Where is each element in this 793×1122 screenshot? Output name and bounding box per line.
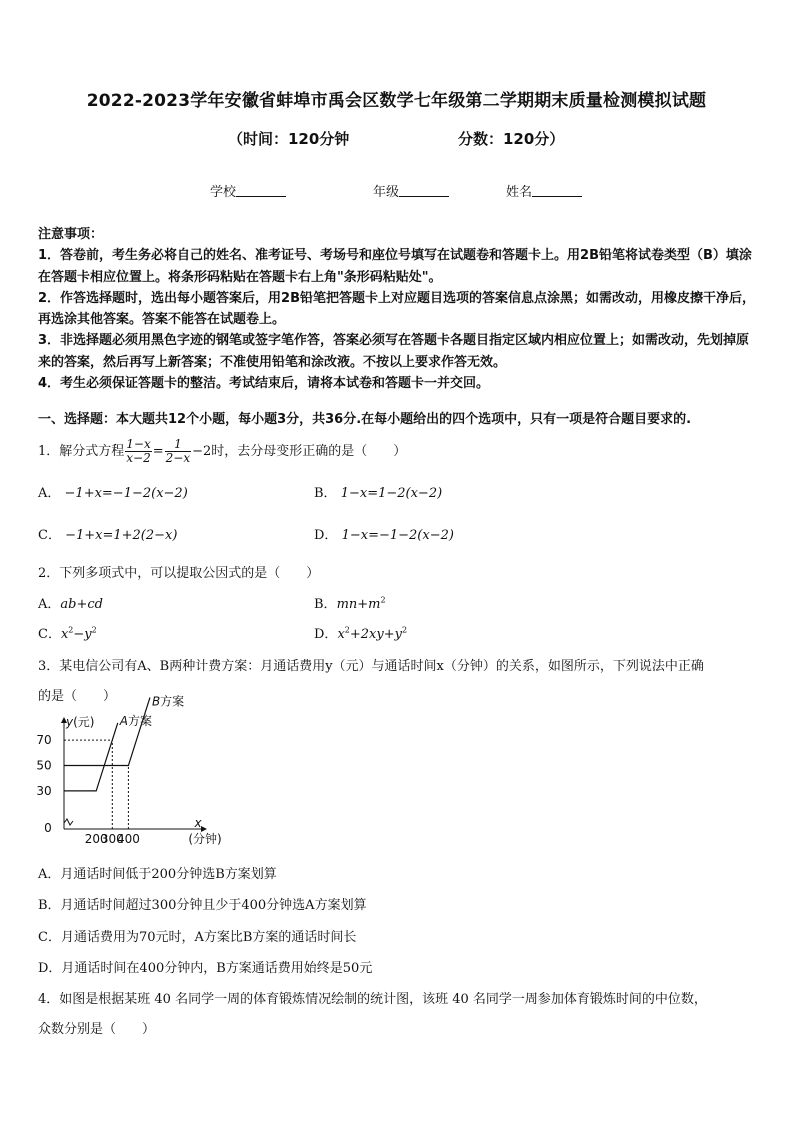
q2-option-d (314, 623, 407, 642)
option-expression: ab+cd (60, 597, 103, 612)
option-label: D． (314, 627, 338, 642)
q1-frac1-num: 1−x (126, 437, 151, 451)
x-tick-label: 400 (116, 832, 140, 846)
y-tick-label: 50 (36, 758, 52, 773)
q1-option-b (314, 482, 442, 501)
q3-option-b: B．月通话时间超过300分钟且少于400分钟选A方案划算 (38, 898, 367, 913)
x-axis-label: x (194, 816, 202, 830)
notes-heading: 注意事项： (38, 227, 104, 242)
q3-option-c: C．月通话费用为70元时，A方案比B方案的通话时间长 (38, 930, 357, 945)
q1-tail: −2时，去分母变形正确的是（ ） (192, 444, 407, 459)
exponent: 2 (91, 625, 97, 635)
option-expression: −y (73, 627, 92, 642)
exam-title: 2022-2023学年安徽省蚌埠市禹会区数学七年级第二学期期末质量检测模拟试题 (86, 91, 707, 111)
q1-equals: = (152, 444, 164, 459)
option-expression: −1+x=−1−2(x−2) (64, 486, 188, 501)
exam-notes (38, 224, 760, 394)
note-item: 4．考生必须保证答题卡的整洁。考试结束后，请将本试卷和答题卡一并交回。 (38, 376, 490, 392)
note-item: 1．答卷前，考生务必将自己的姓名、准考证号、考场号和座位号填写在试题卷和答题卡上。用2B铅笔将试卷类型（B）填涂在答题卡相应位置上。将条形码粘贴在答题卡右上角"条形码粘贴处"。 (38, 248, 752, 285)
question-3-stem-line-1: 3．某电信公司有A、B两种计费方案：月通话费用y（元）与通话时间x（分钟）的关系，如图所示，下列说法中正确 (38, 659, 704, 674)
axis-break (64, 819, 73, 825)
question-2-stem: 2．下列多项式中，可以提取公因式的是（ ） (38, 566, 320, 581)
option-expression: x (337, 627, 345, 642)
x-tick-label: 0 (44, 821, 52, 835)
q2-option-b (314, 593, 386, 612)
option-expression: 1−x=−1−2(x−2) (341, 528, 454, 543)
q1-frac2-den: 2−x (165, 451, 191, 465)
q1-option-c (38, 524, 177, 543)
option-label: C． (38, 528, 61, 543)
x-axis-unit: (分钟) (188, 832, 222, 846)
option-expression: +2xy+y (349, 627, 402, 642)
grade-label: 年级 (373, 185, 400, 200)
x-tick-label: 300 (100, 832, 124, 846)
question-3-stem-line-2: 的是（ ） (38, 689, 117, 704)
q1-option-a (38, 482, 188, 501)
question-4-stem-line-2: 众数分别是（ ） (38, 1022, 156, 1037)
exponent: 2 (380, 595, 386, 605)
school-field (210, 181, 286, 200)
question-1-stem (38, 438, 406, 465)
exponent: 2 (344, 625, 350, 635)
section-heading: 一、选择题：本大题共12个小题，每小题3分，共36分.在每小题给出的四个选项中，只有一项是符合题目要求的. (38, 412, 692, 427)
option-label: A． (38, 597, 61, 612)
option-expression: mn+m (336, 597, 381, 612)
name-blank (532, 184, 582, 197)
grade-blank (399, 184, 449, 197)
series-label: A方案 (119, 713, 152, 728)
option-expression: −1+x=1+2(2−x) (65, 528, 178, 543)
question-4-stem-line-1: 4．如图是根据某班 40 名同学一周的体育锻炼情况绘制的统计图，该班 40 名同学一周参加体育锻炼时间的中位数， (38, 992, 707, 1007)
time-label: （时间：120分钟 (228, 130, 350, 148)
x-tick-label: 200 (84, 832, 108, 846)
q1-fraction-left (125, 438, 151, 465)
series-line-extension (145, 698, 150, 715)
q1-frac2-num: 1 (165, 438, 191, 452)
q1-prefix: 1．解分式方程 (38, 444, 125, 459)
score-label: 分数：120分） (458, 130, 565, 148)
q1-fraction-right (165, 438, 191, 465)
school-label: 学校 (210, 185, 237, 200)
note-item: 3．非选择题必须用黑色字迹的钢笔或签字笔作答，答案必须写在答题卡各题目指定区域内相应位置上；如需改动，先划掉原来的答案，然后再写上新答案；不准使用铅笔和涂改液。不按以上要求作答无效。 (38, 333, 750, 370)
school-blank (236, 184, 286, 197)
option-label: C． (38, 627, 61, 642)
option-expression: 1−x=1−2(x−2) (340, 486, 443, 501)
q2-option-c (38, 623, 97, 642)
option-label: B． (314, 597, 337, 612)
grade-field (373, 181, 449, 200)
q1-option-d (314, 524, 454, 543)
q3-option-d: D．月通话时间在400分钟内，B方案通话费用始终是50元 (38, 961, 373, 976)
note-item: 2．作答选择题时，选出每小题答案后，用2B铅笔把答题卡上对应题目选项的答案信息点涂黑；如需改动，用橡皮擦干净后，再选涂其他答案。答案不能答在试题卷上。 (38, 290, 756, 328)
series-label: B方案 (151, 694, 185, 709)
name-field (506, 181, 582, 200)
y-tick-label: 30 (36, 783, 52, 798)
option-label: A． (38, 486, 61, 501)
y-axis-label: y(元) (66, 715, 95, 729)
exponent: 2 (401, 625, 408, 635)
option-label: B． (314, 486, 337, 501)
exponent: 2 (68, 625, 74, 635)
option-label: D． (314, 528, 338, 543)
name-label: 姓名 (506, 185, 533, 200)
y-tick-label: 70 (36, 733, 52, 748)
q3-option-a: A．月通话时间低于200分钟选B方案划算 (38, 867, 277, 882)
option-expression: x (60, 627, 69, 642)
q2-option-a (38, 593, 103, 612)
series-line-extension (112, 723, 117, 740)
q1-frac1-den: x−2 (126, 451, 151, 465)
